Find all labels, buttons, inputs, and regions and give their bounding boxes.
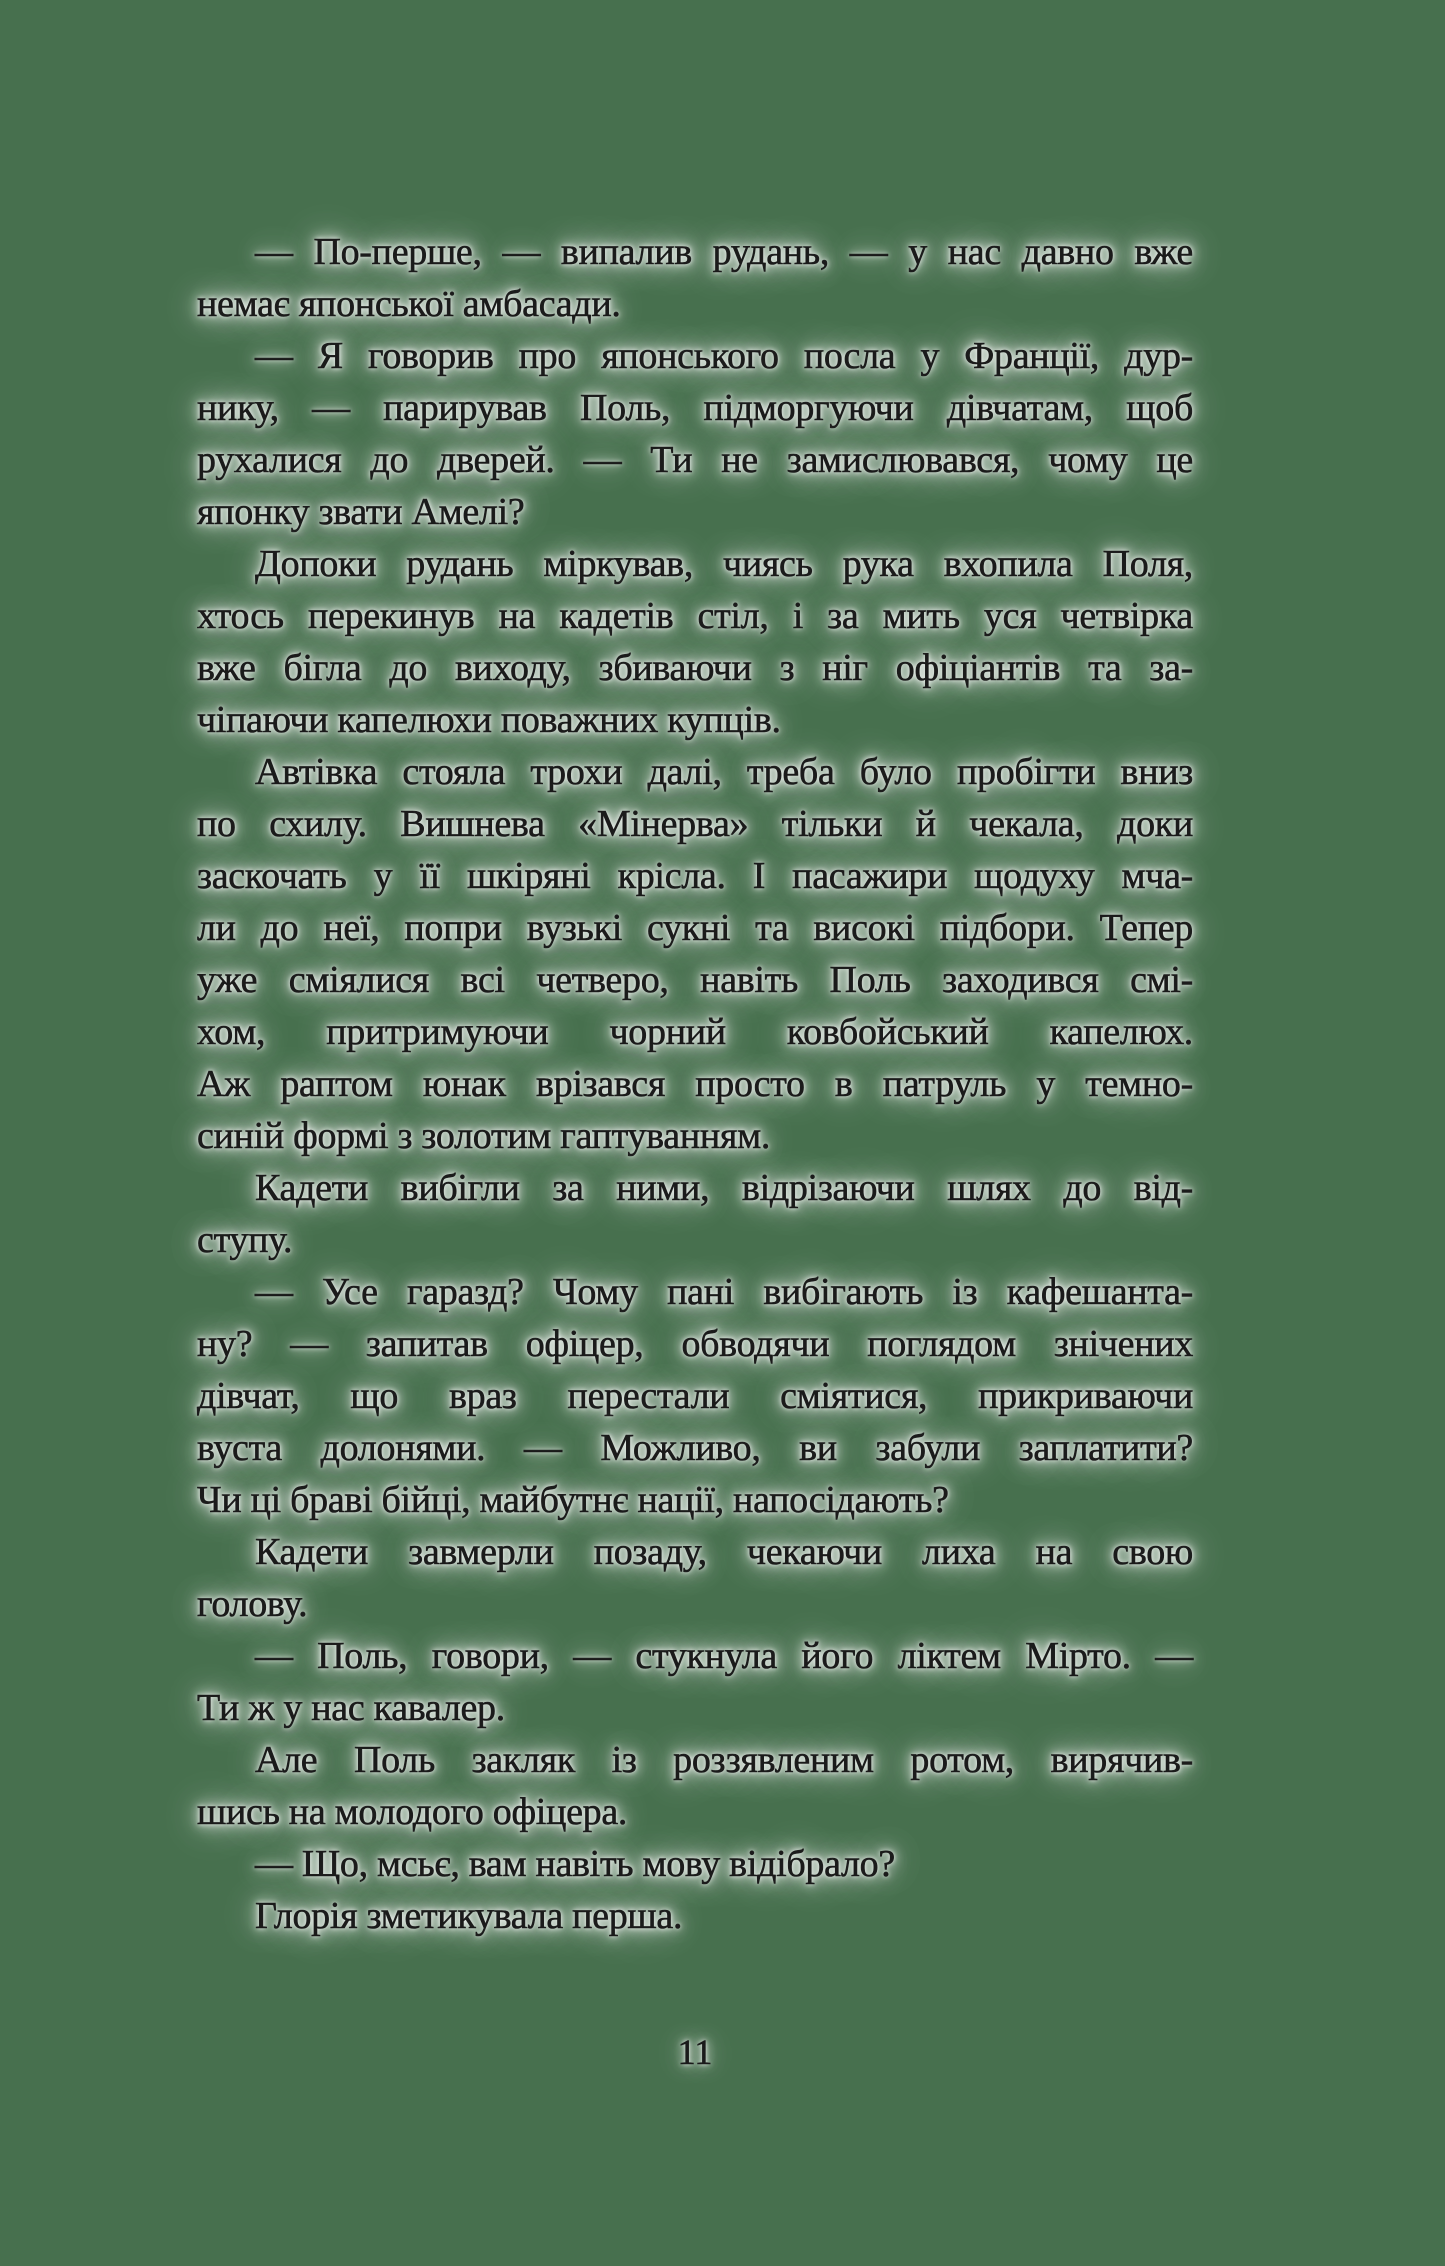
text-line: по схилу. Вишнева «Мінерва» тільки й чекала, доки	[197, 803, 1193, 845]
paragraph	[197, 746, 1193, 1162]
text-line: — Що, мсьє, вам навіть мову відібрало?	[255, 1843, 895, 1885]
paragraph	[197, 1890, 1193, 1942]
paragraph	[197, 1734, 1193, 1838]
text-line: заскочать у її шкіряні крісла. І пасажири щодуху мча-	[197, 855, 1193, 897]
text-line: Кадети завмерли позаду, чекаючи лиха на свою	[255, 1531, 1193, 1573]
text-line: ли до неї, попри вузькі сукні та високі підбори. Тепер	[197, 907, 1193, 949]
text-line: ступу.	[197, 1219, 293, 1261]
text-line: немає японської амбасади.	[197, 283, 621, 325]
text-line: — Я говорив про японського посла у Франції, дур-	[255, 335, 1193, 377]
text-line: ну? — запитав офіцер, обводячи поглядом знічених	[197, 1323, 1193, 1365]
paragraph	[197, 330, 1193, 538]
paragraph	[197, 226, 1193, 330]
text-line: японку звати Амелі?	[197, 491, 525, 533]
text-line: Допоки рудань міркував, чиясь рука вхопила Поля,	[255, 543, 1193, 585]
text-line: вуста долонями. — Можливо, ви забули заплатити?	[197, 1427, 1193, 1469]
text-line: чіпаючи капелюхи поважних купців.	[197, 699, 781, 741]
text-line: дівчат, що враз перестали сміятися, прикриваючи	[197, 1375, 1193, 1417]
text-line: — Усе гаразд? Чому пані вибігають із кафешанта-	[255, 1271, 1193, 1313]
text-line: хом, притримуючи чорний ковбойський капелюх.	[197, 1011, 1193, 1053]
text-line: вже бігла до виходу, збиваючи з ніг офіціантів та за-	[197, 647, 1193, 689]
text-line: Аж раптом юнак врізався просто в патруль у темно-	[197, 1063, 1193, 1105]
text-line: хтось перекинув на кадетів стіл, і за мить уся четвірка	[197, 595, 1193, 637]
text-line: голову.	[197, 1583, 308, 1625]
text-line: — По-перше, — випалив рудань, — у нас давно вже	[255, 231, 1193, 273]
text-line: нику, — парирував Поль, підморгуючи дівчатам, щоб	[197, 387, 1193, 429]
text-line: синій формі з золотим гаптуванням.	[197, 1115, 771, 1157]
text-line: Ти ж у нас кавалер.	[197, 1687, 505, 1729]
text-line: Але Поль закляк із роззявленим ротом, вирячив-	[255, 1739, 1193, 1781]
paragraph	[197, 1838, 1193, 1890]
text-line: Чи ці браві бійці, майбутнє нації, напосідають?	[197, 1479, 949, 1521]
text-block	[197, 226, 1193, 1942]
text-line: рухалися до дверей. — Ти не замислювався, чому це	[197, 439, 1193, 481]
text-line: Глорія зметикувала перша.	[255, 1895, 683, 1937]
text-line: уже сміялися всі четверо, навіть Поль заходився смі-	[197, 959, 1193, 1001]
page-number: 11	[677, 2032, 713, 2072]
text-line: шись на молодого офіцера.	[197, 1791, 628, 1833]
paragraph	[197, 1162, 1193, 1266]
paragraph	[197, 1526, 1193, 1630]
text-line: Кадети вибігли за ними, відрізаючи шлях до від-	[255, 1167, 1193, 1209]
paragraph	[197, 1630, 1193, 1734]
paragraph	[197, 538, 1193, 746]
text-line: — Поль, говори, — стукнула його ліктем Мірто. —	[255, 1635, 1193, 1677]
text-line: Автівка стояла трохи далі, треба було пробігти вниз	[255, 751, 1193, 793]
paragraph	[197, 1266, 1193, 1526]
